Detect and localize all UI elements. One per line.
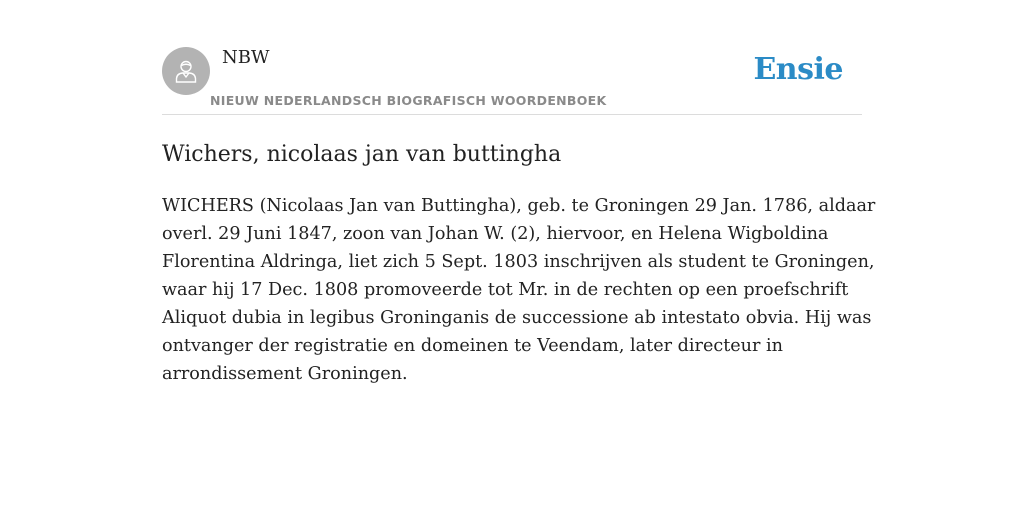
body-line: WICHERS (Nicolaas Jan van Buttingha), geb. te Groningen 29 Jan. 1786, aldaar — [162, 196, 876, 216]
body-line: Florentina Aldringa, liet zich 5 Sept. 1803 inschrijven als student te Groningen, — [162, 252, 875, 272]
body-line: Aliquot dubia in legibus Groninganis de successione ab intestato obvia. Hij was — [162, 308, 872, 328]
author-header — [162, 0, 862, 115]
body-line: arrondissement Groningen. — [162, 364, 408, 384]
avatar[interactable] — [162, 47, 210, 95]
body-line: waar hij 17 Dec. 1808 promoveerde tot Mr. in de rechten op een proefschrift — [162, 280, 849, 300]
body-line: ontvanger der registratie en domeinen te Veendam, later directeur in — [162, 336, 783, 356]
user-icon — [172, 57, 200, 85]
author-subtitle: NIEUW NEDERLANDSCH BIOGRAFISCH WOORDENBOEK — [210, 93, 607, 108]
article-title: Wichers, nicolaas jan van buttingha — [162, 142, 562, 167]
body-line: overl. 29 Juni 1847, zoon van Johan W. (2), hiervoor, en Helena Wigboldina — [162, 224, 829, 244]
author-name[interactable]: NBW — [222, 47, 270, 68]
page-container — [162, 0, 876, 384]
article-body — [162, 192, 876, 388]
brand-logo[interactable]: Ensie — [753, 52, 843, 87]
